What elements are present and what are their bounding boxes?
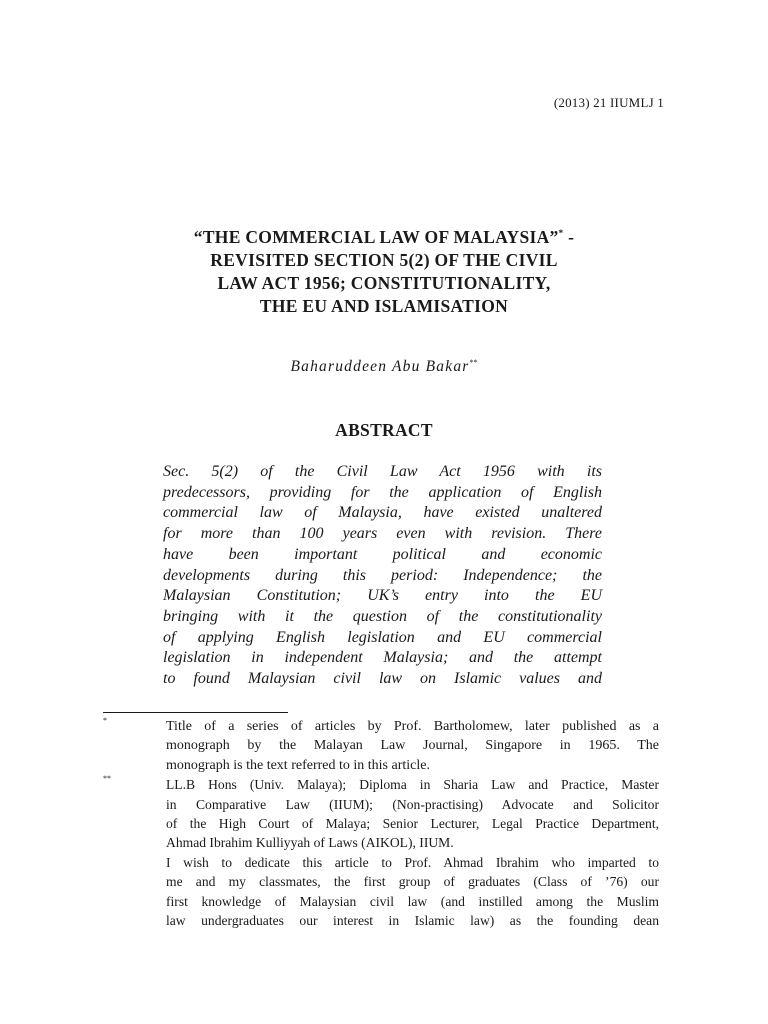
footnote-1 [103, 717, 659, 775]
footnote-2 [103, 775, 659, 930]
author-footnote-mark: ** [469, 358, 478, 367]
title-line-2: REVISITED SECTION 5(2) OF THE CIVIL [210, 250, 558, 270]
abstract-line: legislation in independent Malaysia; and the attempt [163, 649, 602, 667]
abstract-line: developments during this period: Independence; the [163, 566, 602, 584]
footnote-line: law undergraduates our interest in Islamic law) as the founding dean [166, 913, 659, 929]
footnote-line: monograph is the text referred to in this article. [166, 757, 430, 773]
abstract-line: for more than 100 years even with revision. There [163, 525, 602, 543]
running-head-citation: (2013) 21 IIUMLJ 1 [553, 95, 664, 110]
author-name: Baharuddeen Abu Bakar** [290, 358, 478, 376]
footnote-line: I wish to dedicate this article to Prof. Ahmad Ibrahim who imparted to [166, 854, 659, 870]
footnote-line: Ahmad Ibrahim Kulliyyah of Laws (AIKOL), IIUM. [166, 835, 454, 851]
abstract-heading: ABSTRACT [335, 420, 433, 440]
abstract-line: have been important political and economic [163, 545, 602, 563]
abstract-line: bringing with it the question of the constitutionality [163, 607, 602, 625]
title-line-4: THE EU AND ISLAMISATION [259, 296, 509, 316]
footnote-separator [103, 712, 288, 713]
footnote-line: LL.B Hons (Univ. Malaya); Diploma in Sharia Law and Practice, Master [166, 777, 659, 793]
title-line-3: LAW ACT 1956; CONSTITUTIONALITY, [217, 273, 551, 293]
footnote-mark: * [103, 716, 107, 725]
footnote-line: in Comparative Law (IIUM); (Non-practising) Advocate and Solicitor [166, 796, 659, 812]
footnote-line: of the High Court of Malaya; Senior Lecturer, Legal Practice Department, [166, 816, 659, 832]
article-title [0, 226, 768, 318]
abstract-body [163, 462, 602, 690]
abstract-line: predecessors, providing for the application of English [163, 483, 602, 501]
title-footnote-mark: * [558, 228, 564, 239]
abstract-line: Sec. 5(2) of the Civil Law Act 1956 with its [163, 463, 602, 480]
footnotes [103, 717, 659, 930]
abstract-line: Malaysian Constitution; UK’s entry into the EU [163, 587, 602, 605]
footnote-line: monograph by the Malayan Law Journal, Singapore in 1965. The [166, 738, 659, 754]
title-line-1: “THE COMMERCIAL LAW OF MALAYSIA”* - [193, 227, 575, 247]
abstract-line: commercial law of Malaysia, have existed unaltered [163, 504, 602, 522]
footnote-line: first knowledge of Malaysian civil law (and instilled among the Muslim [166, 893, 659, 909]
footnote-mark: ** [103, 774, 111, 784]
footnote-line: Title of a series of articles by Prof. Bartholomew, later published as a [166, 719, 659, 734]
abstract-line: to found Malaysian civil law on Islamic values and [163, 670, 602, 688]
footnote-line: me and my classmates, the first group of graduates (Class of ’76) our [166, 874, 659, 890]
abstract-line: of applying English legislation and EU commercial [163, 628, 602, 646]
